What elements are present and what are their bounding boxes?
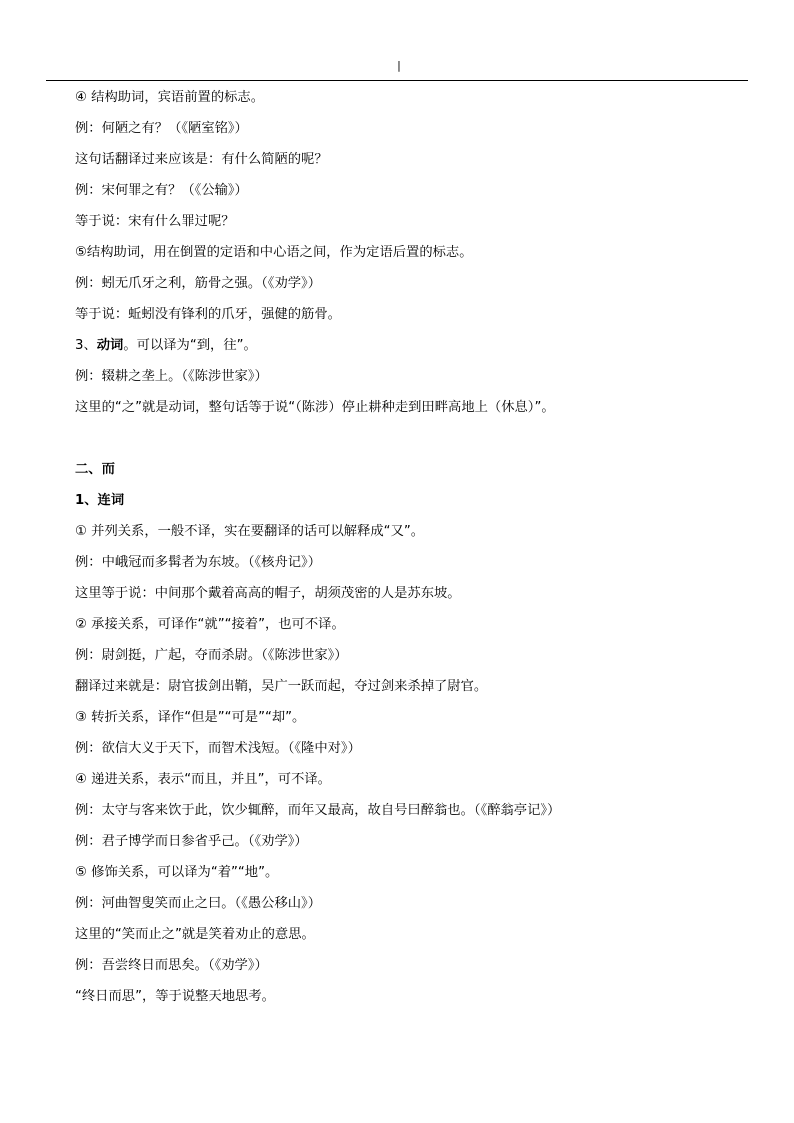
text-line: 这里等于说：中间那个戴着高高的帽子，胡须茂密的人是苏东坡。 (75, 586, 461, 601)
text-line: ③ 转折关系，译作“但是”“可是”“却”。 (75, 710, 306, 725)
text-line: 例：吾尝终日而思矣。（《劝学》） (75, 958, 268, 973)
verb-item-rest: 。可以译为“到，往”。 (123, 338, 257, 353)
text-line: 例：辍耕之垄上。（《陈涉世家》） (75, 369, 268, 384)
text-line: “终日而思”，等于说整天地思考。 (75, 989, 275, 1004)
text-line: ⑤ 修饰关系，可以译为“着”“地”。 (75, 865, 279, 880)
text-line: 这里的“笑而止之”就是笑着劝止的意思。 (75, 927, 315, 942)
text-line: 例：何陋之有？（《陋室铭》） (75, 121, 248, 136)
text-line: 例：君子博学而日参省乎己。（《劝学》） (75, 834, 308, 849)
text-line: 这句话翻译过来应该是：有什么简陋的呢？ (75, 152, 328, 167)
verb-item (75, 335, 755, 366)
text-line: 例：宋何罪之有？（《公输》） (75, 183, 248, 198)
header-mark: | (397, 59, 401, 72)
text-line: 例：中峨冠而多髯者为东坡。（《核舟记》） (75, 555, 321, 570)
text-line: ④ 结构助词，宾语前置的标志。 (75, 90, 265, 105)
text-line: 等于说：宋有什么罪过呢？ (75, 214, 235, 229)
header-rule (46, 80, 748, 81)
section-title: 二、而 (75, 462, 115, 477)
section-spacer (75, 428, 755, 459)
text-line: 翻译过来就是：尉官拔剑出鞘，吴广一跃而起，夺过剑来杀掉了尉官。 (75, 679, 488, 694)
text-line: 例：欲信大义于天下，而智术浅短。（《隆中对》） (75, 741, 361, 756)
text-line: 例：河曲智叟笑而止之曰。（《愚公移山》） (75, 896, 321, 911)
text-line: ⑤结构助词，用在倒置的定语和中心语之间，作为定语后置的标志。 (75, 245, 473, 260)
text-line: ② 承接关系，可译作“就”“接着”，也可不译。 (75, 617, 345, 632)
verb-item-prefix: 3、 (75, 338, 97, 353)
text-line: 例：蚓无爪牙之利，筋骨之强。（《劝学》） (75, 276, 321, 291)
text-line: 等于说：蚯蚓没有锋利的爪牙，强健的筋骨。 (75, 307, 341, 322)
text-line: 例：尉剑挺，广起，夺而杀尉。（《陈涉世家》） (75, 648, 348, 663)
text-line: 例：太守与客来饮于此，饮少辄醉，而年又最高，故自号曰醉翁也。（《醉翁亭记》） (75, 803, 561, 818)
subsection-title: 1、连词 (75, 493, 125, 508)
document-body (75, 87, 755, 1017)
verb-item-term: 动词 (96, 338, 124, 353)
text-line: 这里的“之”就是动词，整句话等于说“（陈涉）停止耕种走到田畔高地上（休息）”。 (75, 400, 555, 415)
text-line: ④ 递进关系，表示“而且，并且”，可不译。 (75, 772, 331, 787)
text-line: ① 并列关系，一般不译，实在要翻译的话可以解释成“又”。 (75, 524, 425, 539)
